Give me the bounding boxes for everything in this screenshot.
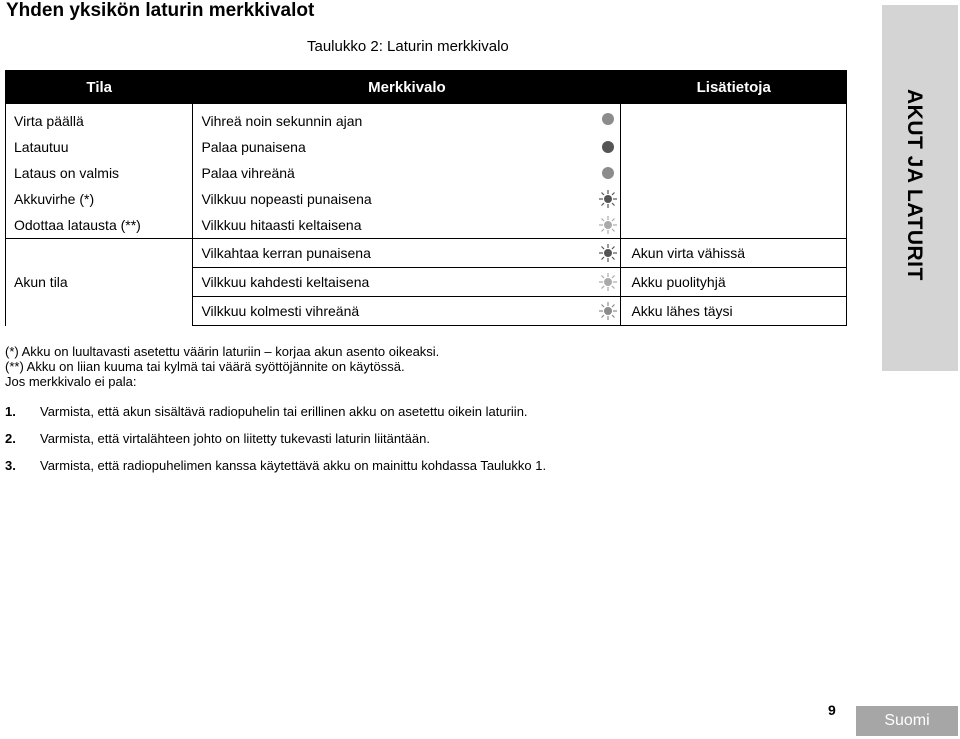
light-label: Palaa punaisena: [201, 139, 306, 155]
info-cell: [621, 134, 847, 160]
blinking-light-icon: [599, 302, 617, 320]
light-label: Vilkkuu hitaasti keltaisena: [201, 217, 362, 233]
light-cell: [193, 160, 621, 186]
light-label: Vilkkuu kahdesti keltaisena: [201, 274, 370, 290]
list-item: [5, 404, 546, 431]
table-row: [6, 186, 847, 212]
list-item: [5, 458, 546, 485]
troubleshooting-steps: [5, 404, 546, 485]
light-cell: [193, 134, 621, 160]
table-caption: Taulukko 2: Laturin merkkivalo: [307, 38, 509, 55]
light-cell: [193, 297, 621, 326]
table-row: [6, 134, 847, 160]
table-header-row: [6, 71, 847, 104]
light-cell: [193, 186, 621, 212]
state-cell: Virta päällä: [6, 104, 193, 135]
blinking-light-icon: [599, 273, 617, 291]
table-row: [6, 160, 847, 186]
step-text: Varmista, että virtalähteen johto on liitetty tukevasti laturin liitäntään.: [40, 431, 430, 446]
charger-lights-table: [5, 70, 847, 326]
state-cell: Latautuu: [6, 134, 193, 160]
state-cell: Akun tila: [6, 239, 193, 326]
table-footnotes: [5, 344, 439, 389]
info-cell: Akku lähes täysi: [621, 297, 847, 326]
page-number: 9: [828, 702, 836, 718]
blinking-light-icon: [599, 190, 617, 208]
footnote: Jos merkkivalo ei pala:: [5, 374, 137, 389]
state-cell: Akkuvirhe (*): [6, 186, 193, 212]
info-cell: Akun virta vähissä: [621, 239, 847, 268]
info-cell: [621, 186, 847, 212]
side-tab-label: AKUT JA LATURIT: [903, 89, 926, 281]
header-tila: Tila: [6, 71, 193, 104]
step-text: Varmista, että akun sisältävä radiopuhelin tai erillinen akku on asetettu oikein laturiin.: [40, 404, 528, 419]
state-cell: Odottaa latausta (**): [6, 212, 193, 239]
light-cell: [193, 268, 621, 297]
light-label: Vilkahtaa kerran punaisena: [201, 245, 371, 261]
state-cell: Lataus on valmis: [6, 160, 193, 186]
footnote: (*) Akku on luultavasti asetettu väärin laturiin – korjaa akun asento oikeaksi.: [5, 344, 440, 359]
light-cell: [193, 239, 621, 268]
info-cell: Akku puolityhjä: [621, 268, 847, 297]
table-row: [6, 212, 847, 239]
language-tab: Suomi: [856, 706, 958, 736]
blinking-light-icon: [599, 216, 617, 234]
info-cell: [621, 160, 847, 186]
table-row: [6, 104, 847, 135]
light-label: Vilkkuu kolmesti vihreänä: [201, 303, 360, 319]
header-lisatietoja: Lisätietoja: [621, 71, 847, 104]
light-label: Vihreä noin sekunnin ajan: [201, 113, 363, 129]
light-cell: [193, 212, 621, 239]
step-number: 3.: [5, 458, 16, 473]
table-row: [6, 239, 847, 268]
light-cell: [193, 104, 621, 135]
step-number: 2.: [5, 431, 16, 446]
step-number: 1.: [5, 404, 16, 419]
list-item: [5, 431, 546, 458]
blinking-light-icon: [599, 244, 617, 262]
page-title: Yhden yksikön laturin merkkivalot: [6, 0, 315, 21]
step-text: Varmista, että radiopuhelimen kanssa käytettävä akku on mainittu kohdassa Taulukko 1.: [40, 458, 547, 473]
light-label: Vilkkuu nopeasti punaisena: [201, 191, 372, 207]
steady-light-icon: [602, 141, 614, 153]
info-cell: [621, 212, 847, 239]
section-side-tab: [882, 5, 958, 371]
header-merkkivalo: Merkkivalo: [193, 71, 621, 104]
footnote: (**) Akku on liian kuuma tai kylmä tai väärä syöttöjännite on käytössä.: [5, 359, 405, 374]
light-label: Palaa vihreänä: [201, 165, 295, 181]
steady-light-icon: [602, 113, 614, 125]
info-cell: [621, 104, 847, 135]
steady-light-icon: [602, 167, 614, 179]
